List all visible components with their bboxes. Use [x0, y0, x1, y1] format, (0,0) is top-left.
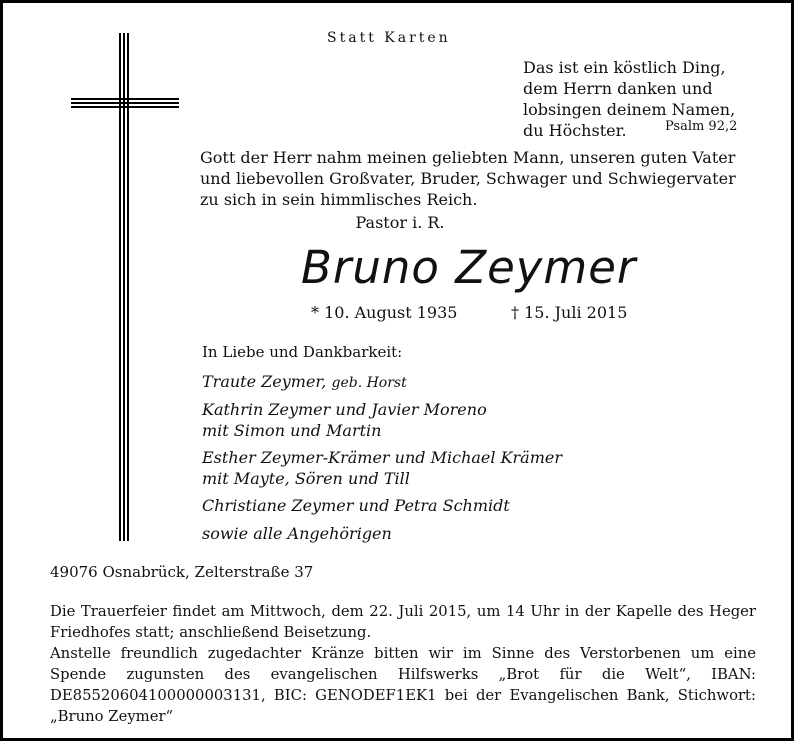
cross-vertical-beam: [119, 33, 130, 541]
mourners-heading: In Liebe und Dankbarkeit:: [202, 343, 403, 361]
intro-line: zu sich in sein himmlisches Reich.: [200, 190, 478, 209]
psalm-reference: Psalm 92,2: [665, 119, 738, 134]
mourner-esther-children: mit Mayte, Sören und Till: [202, 469, 410, 488]
mourner-others: sowie alle Angehörigen: [202, 524, 392, 543]
intro-line: und liebevollen Großvater, Bruder, Schwager und Schwiegervater: [200, 169, 736, 188]
mourner-esther: Esther Zeymer-Krämer und Michael Krämer: [202, 448, 563, 467]
mourner-name: Traute Zeymer,: [202, 372, 327, 391]
birth-date: * 10. August 1935: [311, 303, 458, 322]
death-date: † 15. Juli 2015: [511, 303, 628, 322]
funeral-info: [50, 601, 756, 727]
cross-horizontal-beam: [71, 98, 179, 108]
mourner-kathrin: Kathrin Zeymer und Javier Moreno: [202, 400, 487, 419]
psalm-line: du Höchster.: [523, 121, 627, 140]
psalm-line: dem Herrn danken und: [523, 79, 713, 98]
mourner-traute: [202, 371, 407, 394]
donation-paragraph: Anstelle freundlich zugedachter Kränze bitten wir im Sinne des Verstorbenen um eine Spende zugunsten des evangelischen Hilfswerks „Brot für die Welt“, IBAN: DE85520604100000003131, BIC: GENODEF1EK1 bei der Evangelischen Bank, Stichwort: „Bruno Zeymer“: [50, 645, 756, 725]
mourner-christiane: Christiane Zeymer und Petra Schmidt: [202, 496, 510, 515]
deceased-name: Bruno Zeymer: [301, 241, 637, 294]
mourner-maiden-name: geb. Horst: [331, 375, 407, 391]
psalm-line: lobsingen deinem Namen,: [523, 100, 736, 119]
mourner-kathrin-children: mit Simon und Martin: [202, 421, 382, 440]
deceased-title: Pastor i. R.: [355, 213, 445, 232]
address: 49076 Osnabrück, Zelterstraße 37: [50, 563, 314, 581]
intro-text: [200, 147, 736, 210]
funeral-paragraph: Die Trauerfeier findet am Mittwoch, dem 22. Juli 2015, um 14 Uhr in der Kapelle des Heger Friedhofes statt; anschließend Beisetzung.: [50, 603, 756, 641]
psalm-line: Das ist ein köstlich Ding,: [523, 58, 726, 77]
statt-karten-label: Statt Karten: [327, 30, 451, 46]
intro-line: Gott der Herr nahm meinen geliebten Mann, unseren guten Vater: [200, 148, 736, 167]
